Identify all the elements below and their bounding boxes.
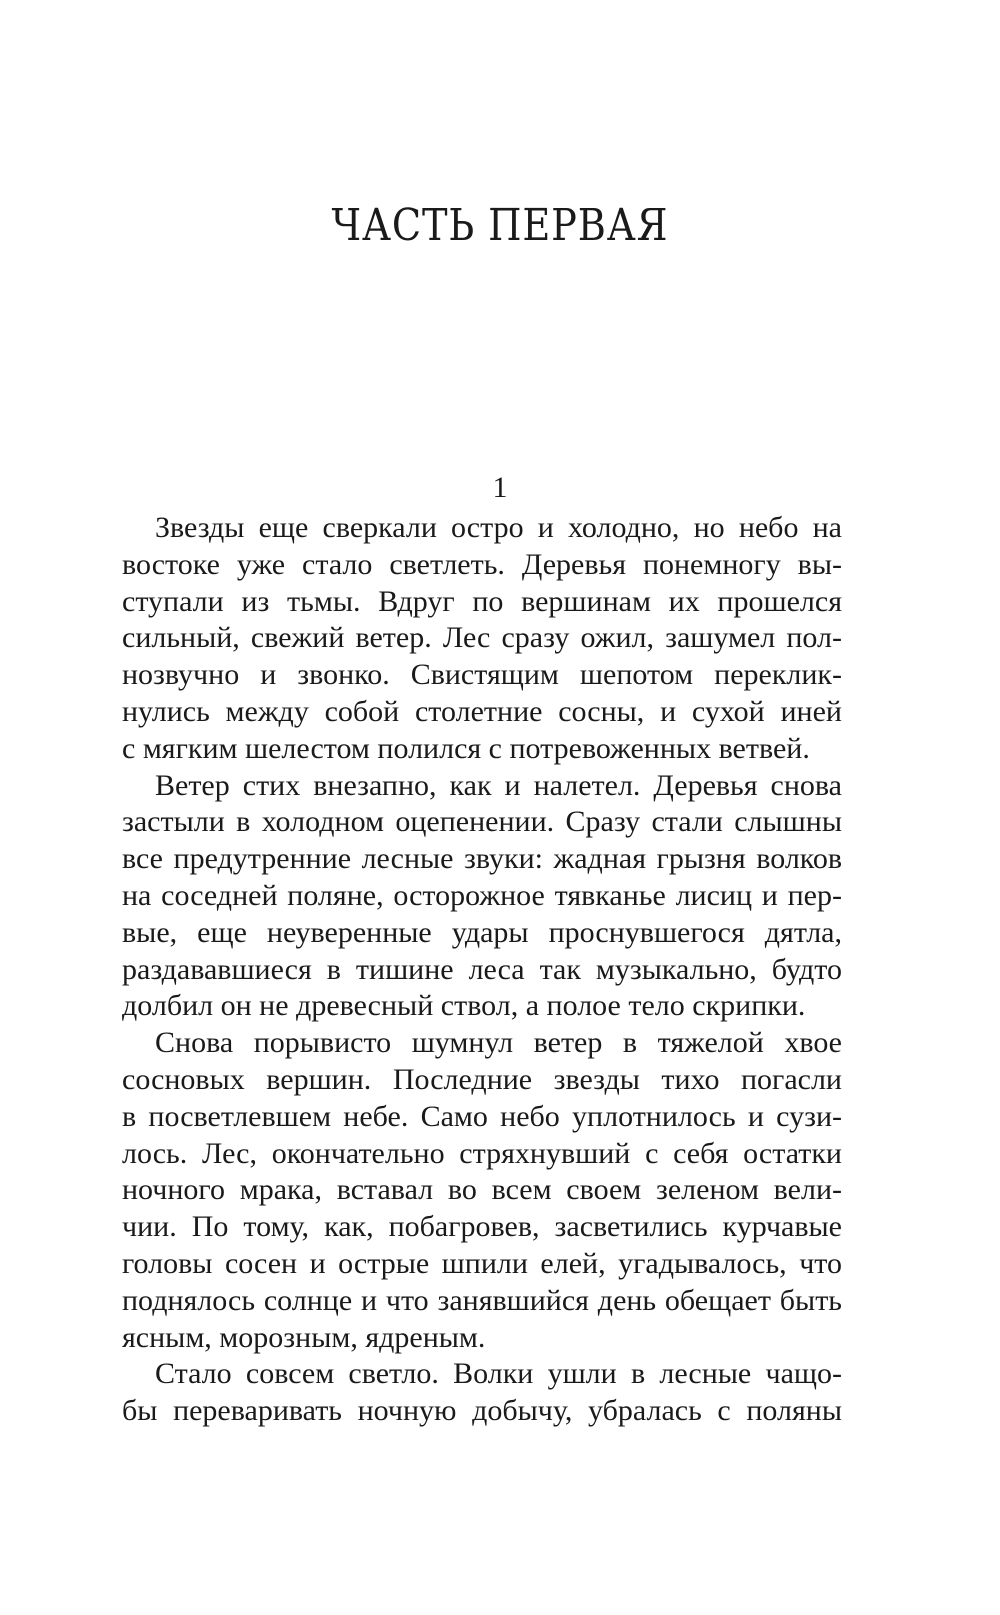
text-line: ясным, морозным, ядреным. (122, 1320, 486, 1354)
chapter-body-text (122, 510, 842, 1430)
text-line: Снова порывисто шумнул ветер в тяжелой хвое (155, 1026, 842, 1060)
text-line: нозвучно и звонко. Свистящим шепотом переклик- (122, 658, 842, 692)
text-line: все предутренние лесные звуки: жадная грызня волков (122, 842, 842, 876)
text-line: нулись между собой столетние сосны, и сухой иней (122, 694, 842, 728)
text-line: сильный, свежий ветер. Лес сразу ожил, зашумел пол- (122, 621, 842, 655)
text-line: поднялось солнце и что занявшийся день обещает быть (122, 1283, 842, 1317)
text-line: ступали из тьмы. Вдруг по вершинам их прошелся (122, 584, 842, 618)
text-line: головы сосен и острые шпили елей, угадывалось, что (122, 1246, 842, 1280)
text-line: на соседней поляне, осторожное тявканье лисиц и пер- (122, 878, 842, 912)
text-line: застыли в холодном оцепенении. Сразу стали слышны (122, 805, 842, 839)
part-title: ЧАСТЬ ПЕРВАЯ (331, 200, 669, 251)
text-line: Ветер стих внезапно, как и налетел. Деревья снова (155, 768, 842, 802)
text-line: чии. По тому, как, побагровев, засветились курчавые (122, 1210, 842, 1244)
text-line: востоке уже стало светлеть. Деревья понемногу вы- (122, 547, 842, 581)
text-line: сосновых вершин. Последние звезды тихо погасли (122, 1062, 842, 1096)
text-line: раздававшиеся в тишине леса так музыкально, будто (122, 952, 842, 986)
text-line: лось. Лес, окончательно стряхнувший с себя остатки (122, 1136, 842, 1170)
text-line: долбил он не древесный ствол, а полое тело скрипки. (122, 989, 806, 1023)
text-line: в посветлевшем небе. Само небо уплотнилось и сузи- (122, 1099, 842, 1133)
text-line: ночного мрака, вставал во всем своем зеленом вели- (122, 1173, 842, 1207)
text-line: Звезды еще сверкали остро и холодно, но небо на (155, 511, 842, 544)
text-line: вые, еще неуверенные удары проснувшегося дятла, (122, 915, 842, 949)
text-line: бы переваривать ночную добычу, убралась с поляны (122, 1394, 842, 1428)
text-line: с мягким шелестом полился с потревоженных ветвей. (122, 731, 810, 765)
chapter-number: 1 (492, 471, 508, 504)
text-line: Стало совсем светло. Волки ушли в лесные чащо- (155, 1357, 842, 1391)
